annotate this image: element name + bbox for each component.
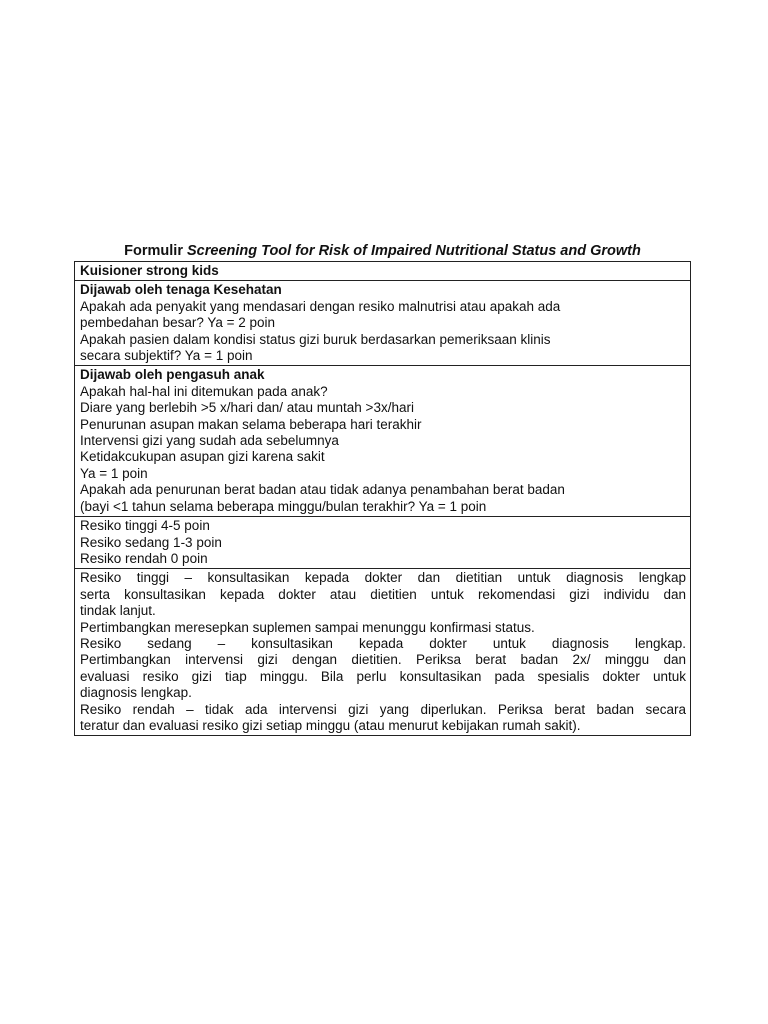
caregiver-row [75,366,691,517]
header-text: Kuisioner strong kids [80,263,219,278]
caregiver-line: Diare yang berlebih >5 x/hari dan/ atau muntah >3x/hari [80,400,414,416]
scores-cell [75,517,691,569]
recommendation-line: Resiko rendah – tidak ada intervensi gizi yang diperlukan. Periksa berat badan secara [80,701,686,717]
caregiver-line: Apakah ada penurunan berat badan atau tidak adanya penambahan berat badan [80,482,565,498]
header-row [75,262,691,281]
recommendation-line: Pertimbangkan meresepkan suplemen sampai menunggu konfirmasi status. [80,619,535,635]
title-italic: Screening Tool for Risk of Impaired Nutritional Status and Growth [187,243,641,259]
scores-row [75,517,691,569]
health-worker-heading: Dijawab oleh tenaga Kesehatan [80,282,282,298]
recommendation-line: tindak lanjut. [80,603,156,619]
health-worker-line: Apakah pasien dalam kondisi status gizi buruk berdasarkan pemeriksaan klinis [80,331,551,347]
caregiver-line: Ya = 1 poin [80,465,148,481]
recommendation-line: Pertimbangkan intervensi gizi dengan dietitien. Periksa berat badan 2x/ minggu dan [80,652,686,668]
health-worker-line: secara subjektif? Ya = 1 poin [80,348,253,364]
screening-table [74,261,691,736]
recommendations-row [75,569,691,736]
recommendation-line: Resiko sedang – konsultasikan kepada dokter untuk diagnosis lengkap. [80,635,686,651]
caregiver-line: Ketidakcukupan asupan gizi karena sakit [80,449,325,465]
caregiver-line: (bayi <1 tahun selama beberapa minggu/bulan terakhir? Ya = 1 poin [80,498,487,514]
health-worker-line: Apakah ada penyakit yang mendasari dengan resiko malnutrisi atau apakah ada [80,298,561,314]
caregiver-cell [75,366,691,517]
health-worker-line: pembedahan besar? Ya = 2 poin [80,315,276,331]
caregiver-line: Penurunan asupan makan selama beberapa hari terakhir [80,416,422,432]
recommendation-line: evaluasi resiko gizi tiap minggu. Bila perlu konsultasikan pada spesialis dokter untuk [80,668,686,684]
caregiver-heading: Dijawab oleh pengasuh anak [80,367,265,383]
caregiver-line: Intervensi gizi yang sudah ada sebelumnya [80,433,339,449]
title-prefix: Formulir [124,243,187,259]
health-worker-cell [75,281,691,366]
recommendations-cell [75,569,691,736]
score-line: Resiko rendah 0 poin [80,550,208,566]
recommendation-line: Resiko tinggi – konsultasikan kepada dokter dan dietitian untuk diagnosis lengkap [80,570,686,586]
score-line: Resiko sedang 1-3 poin [80,534,222,550]
score-line: Resiko tinggi 4-5 poin [80,518,210,534]
recommendation-line: teratur dan evaluasi resiko gizi setiap minggu (atau menurut kebijakan rumah sakit). [80,717,581,733]
health-worker-row [75,281,691,366]
form-title [74,242,691,260]
header-cell [75,262,691,281]
caregiver-line: Apakah hal-hal ini ditemukan pada anak? [80,383,328,399]
recommendation-line: serta konsultasikan kepada dokter atau dietitien untuk rekomendasi gizi individu dan [80,586,686,602]
recommendation-line: diagnosis lengkap. [80,685,192,701]
